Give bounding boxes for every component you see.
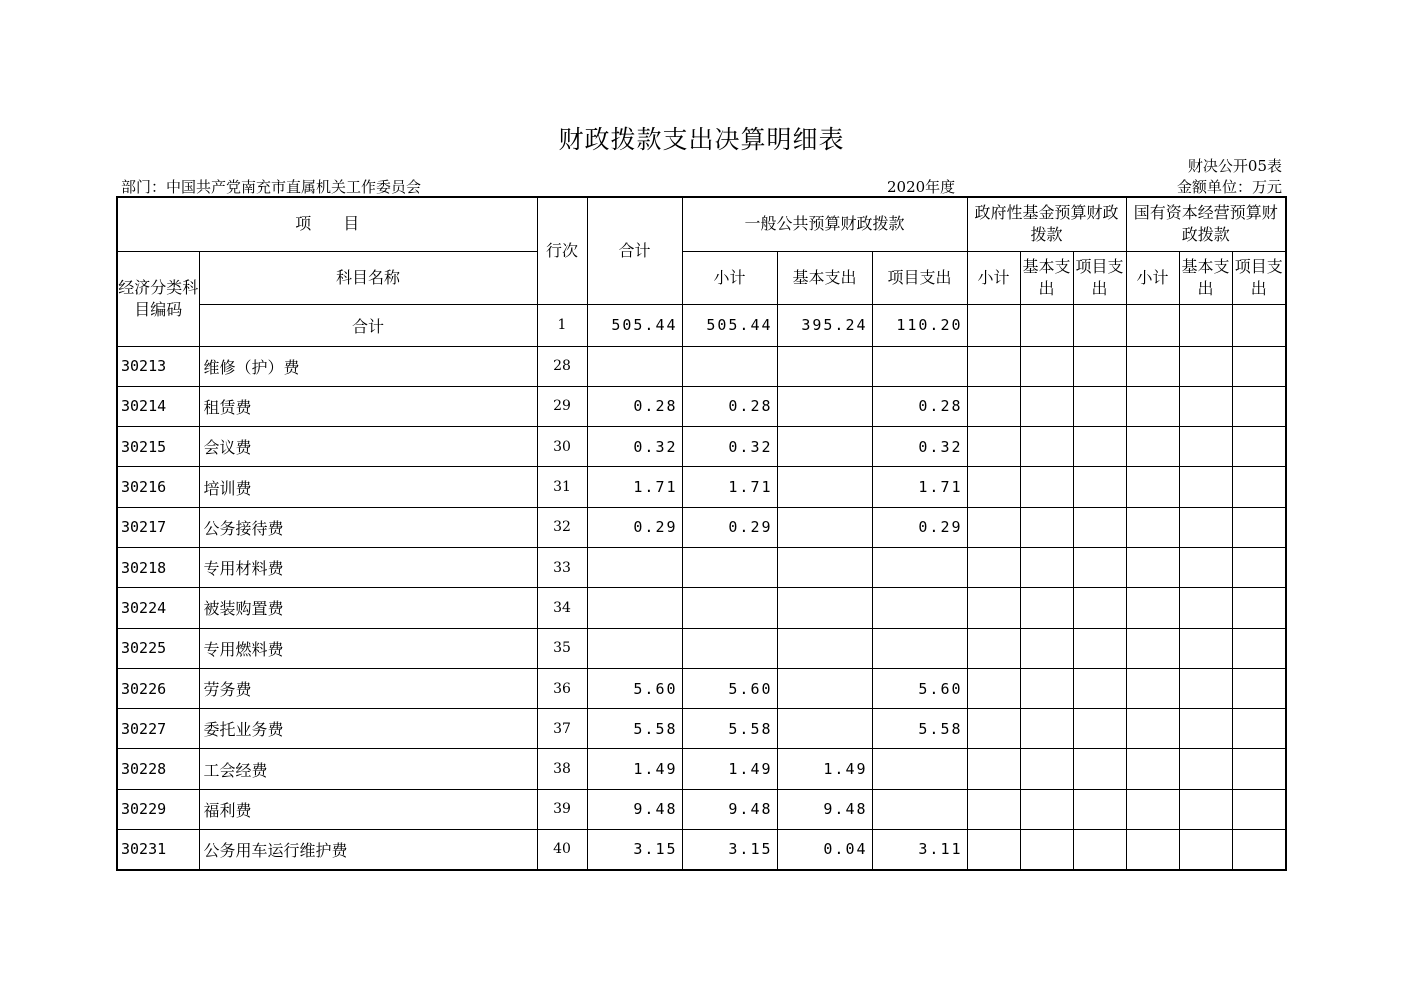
empty-cell xyxy=(1232,628,1286,668)
row-total xyxy=(587,628,682,668)
row-project: 3.11 xyxy=(872,830,967,870)
table-row xyxy=(117,789,1286,829)
row-project: 0.29 xyxy=(872,507,967,547)
row-project: 5.58 xyxy=(872,709,967,749)
empty-cell xyxy=(1073,386,1126,426)
state-capital-header: 国有资本经营预算财政拨款 xyxy=(1126,197,1286,251)
empty-cell xyxy=(967,668,1020,708)
row-code: 30226 xyxy=(117,668,199,708)
empty-cell xyxy=(1073,789,1126,829)
row-basic: 1.49 xyxy=(777,749,872,789)
general-subtotal-header: 小计 xyxy=(682,251,777,304)
row-name: 租赁费 xyxy=(199,386,537,426)
gov-fund-subtotal-header: 小计 xyxy=(967,251,1020,304)
row-no-header: 行次 xyxy=(537,197,587,304)
row-number: 30 xyxy=(537,427,587,467)
empty-cell xyxy=(1073,507,1126,547)
empty-cell xyxy=(1126,830,1179,870)
row-total: 0.29 xyxy=(587,507,682,547)
row-subtotal: 0.28 xyxy=(682,386,777,426)
row-code: 30216 xyxy=(117,467,199,507)
table-row xyxy=(117,386,1286,426)
empty-cell xyxy=(1179,346,1232,386)
row-code: 30231 xyxy=(117,830,199,870)
table-row xyxy=(117,668,1286,708)
gov-fund-project-header: 项目支出 xyxy=(1073,251,1126,304)
row-number: 38 xyxy=(537,749,587,789)
empty-cell xyxy=(1126,427,1179,467)
empty-cell xyxy=(1232,789,1286,829)
row-code: 30215 xyxy=(117,427,199,467)
empty-cell xyxy=(1179,709,1232,749)
row-total: 0.28 xyxy=(587,386,682,426)
subject-name-header: 科目名称 xyxy=(199,251,537,304)
department-label: 部门：中国共产党南充市直属机关工作委员会 xyxy=(121,178,422,196)
empty-cell xyxy=(1179,668,1232,708)
empty-cell xyxy=(967,749,1020,789)
empty-cell xyxy=(967,547,1020,587)
empty-cell xyxy=(1073,547,1126,587)
empty-cell xyxy=(967,830,1020,870)
row-project xyxy=(872,547,967,587)
empty-cell xyxy=(1073,467,1126,507)
row-subtotal: 0.29 xyxy=(682,507,777,547)
row-name: 公务接待费 xyxy=(199,507,537,547)
empty-cell xyxy=(1126,749,1179,789)
empty-cell xyxy=(1179,547,1232,587)
row-project: 5.60 xyxy=(872,668,967,708)
empty-cell xyxy=(1020,749,1073,789)
row-code: 30213 xyxy=(117,346,199,386)
table-row xyxy=(117,749,1286,789)
empty-cell xyxy=(1232,547,1286,587)
row-total xyxy=(587,346,682,386)
empty-cell xyxy=(1073,628,1126,668)
empty-cell xyxy=(1179,467,1232,507)
row-number: 34 xyxy=(537,588,587,628)
empty-cell xyxy=(1020,507,1073,547)
total-row xyxy=(117,304,1286,346)
total-subtotal: 505.44 xyxy=(682,304,777,346)
row-code: 30217 xyxy=(117,507,199,547)
table-row xyxy=(117,709,1286,749)
fiscal-year: 2020年度 xyxy=(887,178,956,196)
row-number: 29 xyxy=(537,386,587,426)
row-name: 福利费 xyxy=(199,789,537,829)
empty-cell xyxy=(1126,386,1179,426)
state-capital-basic-header: 基本支出 xyxy=(1179,251,1232,304)
empty-cell xyxy=(1179,304,1232,346)
row-name: 劳务费 xyxy=(199,668,537,708)
empty-cell xyxy=(1179,830,1232,870)
row-number: 40 xyxy=(537,830,587,870)
empty-cell xyxy=(967,346,1020,386)
empty-cell xyxy=(1020,386,1073,426)
row-code: 30228 xyxy=(117,749,199,789)
table-row xyxy=(117,467,1286,507)
empty-cell xyxy=(1232,467,1286,507)
empty-cell xyxy=(1179,427,1232,467)
empty-cell xyxy=(1126,628,1179,668)
row-subtotal: 1.71 xyxy=(682,467,777,507)
row-subtotal: 0.32 xyxy=(682,427,777,467)
empty-cell xyxy=(967,789,1020,829)
empty-cell xyxy=(967,304,1020,346)
empty-cell xyxy=(1232,386,1286,426)
empty-cell xyxy=(1073,749,1126,789)
table-row xyxy=(117,628,1286,668)
row-total: 1.49 xyxy=(587,749,682,789)
row-project xyxy=(872,749,967,789)
row-code: 30224 xyxy=(117,588,199,628)
header-row-2 xyxy=(117,251,1286,304)
empty-cell xyxy=(1126,709,1179,749)
row-subtotal xyxy=(682,547,777,587)
row-name: 专用材料费 xyxy=(199,547,537,587)
row-project xyxy=(872,628,967,668)
row-code: 30227 xyxy=(117,709,199,749)
empty-cell xyxy=(1179,749,1232,789)
row-subtotal: 5.60 xyxy=(682,668,777,708)
row-name: 维修（护）费 xyxy=(199,346,537,386)
empty-cell xyxy=(1020,709,1073,749)
row-basic xyxy=(777,628,872,668)
row-number: 32 xyxy=(537,507,587,547)
empty-cell xyxy=(1073,346,1126,386)
state-capital-subtotal-header: 小计 xyxy=(1126,251,1179,304)
general-basic-header: 基本支出 xyxy=(777,251,872,304)
gov-fund-header: 政府性基金预算财政拨款 xyxy=(967,197,1126,251)
empty-cell xyxy=(1126,467,1179,507)
row-basic xyxy=(777,467,872,507)
empty-cell xyxy=(1126,304,1179,346)
empty-cell xyxy=(1232,346,1286,386)
row-total: 1.71 xyxy=(587,467,682,507)
empty-cell xyxy=(1020,467,1073,507)
total-header: 合计 xyxy=(587,197,682,304)
empty-cell xyxy=(1232,709,1286,749)
row-total: 5.58 xyxy=(587,709,682,749)
empty-cell xyxy=(1126,346,1179,386)
empty-cell xyxy=(1073,588,1126,628)
row-basic xyxy=(777,346,872,386)
row-subtotal: 3.15 xyxy=(682,830,777,870)
empty-cell xyxy=(967,467,1020,507)
row-number: 36 xyxy=(537,668,587,708)
row-name: 专用燃料费 xyxy=(199,628,537,668)
empty-cell xyxy=(1020,547,1073,587)
empty-cell xyxy=(1232,507,1286,547)
table-row xyxy=(117,830,1286,870)
row-basic xyxy=(777,668,872,708)
empty-cell xyxy=(1020,346,1073,386)
row-basic xyxy=(777,547,872,587)
empty-cell xyxy=(1073,304,1126,346)
empty-cell xyxy=(967,427,1020,467)
empty-cell xyxy=(1232,427,1286,467)
row-project: 0.32 xyxy=(872,427,967,467)
state-capital-project-header: 项目支出 xyxy=(1232,251,1286,304)
row-basic xyxy=(777,588,872,628)
empty-cell xyxy=(1126,789,1179,829)
row-name: 公务用车运行维护费 xyxy=(199,830,537,870)
header-row-1 xyxy=(117,197,1286,251)
empty-cell xyxy=(1020,789,1073,829)
row-basic xyxy=(777,427,872,467)
row-subtotal: 5.58 xyxy=(682,709,777,749)
row-basic: 9.48 xyxy=(777,789,872,829)
empty-cell xyxy=(1232,304,1286,346)
empty-cell xyxy=(1232,668,1286,708)
empty-cell xyxy=(1073,709,1126,749)
empty-cell xyxy=(1126,668,1179,708)
row-number: 33 xyxy=(537,547,587,587)
empty-cell xyxy=(1232,588,1286,628)
row-total: 9.48 xyxy=(587,789,682,829)
empty-cell xyxy=(1232,749,1286,789)
general-project-header: 项目支出 xyxy=(872,251,967,304)
empty-cell xyxy=(1020,668,1073,708)
empty-cell xyxy=(1232,830,1286,870)
empty-cell xyxy=(967,386,1020,426)
form-number: 财决公开05表 xyxy=(1187,157,1282,175)
row-name: 会议费 xyxy=(199,427,537,467)
row-subtotal xyxy=(682,628,777,668)
row-total xyxy=(587,547,682,587)
row-basic: 0.04 xyxy=(777,830,872,870)
row-name: 工会经费 xyxy=(199,749,537,789)
row-code: 30229 xyxy=(117,789,199,829)
empty-cell xyxy=(1179,507,1232,547)
table-row xyxy=(117,588,1286,628)
table-row xyxy=(117,346,1286,386)
total-total: 505.44 xyxy=(587,304,682,346)
empty-cell xyxy=(1126,547,1179,587)
empty-cell xyxy=(1073,830,1126,870)
table-row xyxy=(117,547,1286,587)
row-basic xyxy=(777,386,872,426)
general-budget-header: 一般公共预算财政拨款 xyxy=(682,197,967,251)
row-project xyxy=(872,588,967,628)
empty-cell xyxy=(1020,427,1073,467)
row-total: 5.60 xyxy=(587,668,682,708)
total-row-no: 1 xyxy=(537,304,587,346)
row-name: 委托业务费 xyxy=(199,709,537,749)
empty-cell xyxy=(1020,830,1073,870)
empty-cell xyxy=(1020,628,1073,668)
row-total xyxy=(587,588,682,628)
empty-cell xyxy=(1179,386,1232,426)
table-row xyxy=(117,507,1286,547)
page-title: 财政拨款支出决算明细表 xyxy=(558,125,845,154)
item-header: 项 目 xyxy=(117,197,537,251)
table-row xyxy=(117,427,1286,467)
row-name: 被装购置费 xyxy=(199,588,537,628)
row-number: 28 xyxy=(537,346,587,386)
empty-cell xyxy=(967,628,1020,668)
empty-cell xyxy=(1073,427,1126,467)
empty-cell xyxy=(967,588,1020,628)
empty-cell xyxy=(967,709,1020,749)
empty-cell xyxy=(1020,304,1073,346)
row-subtotal xyxy=(682,346,777,386)
row-project xyxy=(872,346,967,386)
empty-cell xyxy=(1126,588,1179,628)
row-code: 30225 xyxy=(117,628,199,668)
row-name: 培训费 xyxy=(199,467,537,507)
row-subtotal: 9.48 xyxy=(682,789,777,829)
row-subtotal xyxy=(682,588,777,628)
row-number: 37 xyxy=(537,709,587,749)
total-basic: 395.24 xyxy=(777,304,872,346)
empty-cell xyxy=(1179,789,1232,829)
empty-cell xyxy=(967,507,1020,547)
row-total: 0.32 xyxy=(587,427,682,467)
gov-fund-basic-header: 基本支出 xyxy=(1020,251,1073,304)
row-code: 30218 xyxy=(117,547,199,587)
empty-cell xyxy=(1073,668,1126,708)
row-number: 39 xyxy=(537,789,587,829)
row-project xyxy=(872,789,967,829)
row-subtotal: 1.49 xyxy=(682,749,777,789)
row-number: 31 xyxy=(537,467,587,507)
empty-cell xyxy=(1020,588,1073,628)
empty-cell xyxy=(1126,507,1179,547)
row-code: 30214 xyxy=(117,386,199,426)
total-project: 110.20 xyxy=(872,304,967,346)
row-basic xyxy=(777,709,872,749)
row-project: 0.28 xyxy=(872,386,967,426)
row-basic xyxy=(777,507,872,547)
row-project: 1.71 xyxy=(872,467,967,507)
empty-cell xyxy=(1179,588,1232,628)
econ-code-header: 经济分类科目编码 xyxy=(117,251,199,346)
total-label: 合计 xyxy=(199,304,537,346)
row-total: 3.15 xyxy=(587,830,682,870)
row-number: 35 xyxy=(537,628,587,668)
amount-unit: 金额单位：万元 xyxy=(1176,178,1282,196)
empty-cell xyxy=(1179,628,1232,668)
expenditure-table xyxy=(116,196,1287,871)
